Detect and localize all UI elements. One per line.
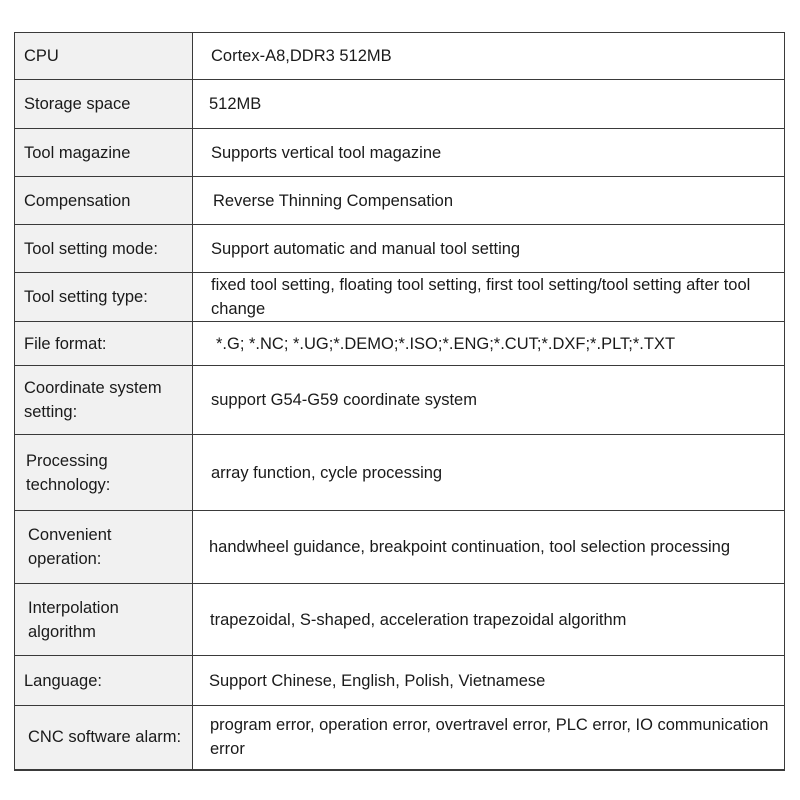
- spec-value: trapezoidal, S-shaped, acceleration trapezoidal algorithm: [210, 610, 627, 629]
- spec-label-cell: [15, 322, 193, 366]
- spec-label-cell: [15, 366, 193, 435]
- table-row: [15, 129, 785, 177]
- spec-label: Tool setting type:: [24, 288, 148, 306]
- spec-value-cell: [193, 273, 785, 322]
- spec-label-cell: [15, 656, 193, 706]
- spec-label-cell: [15, 435, 193, 511]
- spec-value: Reverse Thinning Compensation: [213, 191, 453, 210]
- spec-label: Language:: [24, 671, 102, 690]
- spec-label: Coordinate system setting:: [24, 379, 162, 421]
- spec-value: array function, cycle processing: [211, 463, 443, 482]
- spec-value-cell: [193, 656, 785, 706]
- table-row: [15, 225, 785, 273]
- spec-label: CPU: [24, 47, 59, 65]
- spec-value-cell: [193, 322, 785, 366]
- spec-label: File format:: [24, 334, 107, 353]
- spec-value: handwheel guidance, breakpoint continuation, tool selection processing: [209, 538, 731, 556]
- spec-value-cell: [193, 177, 785, 225]
- spec-label: Compensation: [24, 191, 131, 210]
- spec-label: CNC software alarm:: [28, 728, 182, 747]
- spec-label-cell: [15, 225, 193, 273]
- spec-value: Cortex-A8,DDR3 512MB: [211, 47, 392, 65]
- spec-value-cell: [193, 33, 785, 80]
- spec-value: 512MB: [209, 95, 262, 113]
- spec-label-cell: [15, 706, 193, 770]
- table-row: [15, 177, 785, 225]
- spec-label: Tool magazine: [24, 143, 131, 162]
- spec-value-cell: [193, 225, 785, 273]
- spec-label-cell: [15, 511, 193, 584]
- table-row: [15, 273, 785, 322]
- table-row: [15, 366, 785, 435]
- spec-label-cell: [15, 129, 193, 177]
- spec-value: fixed tool setting, floating tool setting, first tool setting/tool setting after tool change: [211, 276, 751, 318]
- spec-value-cell: [193, 80, 785, 129]
- spec-value-cell: [193, 706, 785, 770]
- spec-value: support G54-G59 coordinate system: [211, 391, 477, 409]
- spec-label: Interpolation algorithm: [28, 598, 119, 641]
- spec-value-cell: [193, 129, 785, 177]
- spec-value: Support Chinese, English, Polish, Vietnamese: [209, 671, 546, 690]
- spec-value-cell: [193, 435, 785, 511]
- spec-label: Processing technology:: [26, 451, 111, 494]
- table-row: [15, 33, 785, 80]
- spec-label-cell: [15, 584, 193, 656]
- spec-label: Storage space: [24, 95, 131, 113]
- table-row: [15, 80, 785, 129]
- spec-label: Convenient operation:: [28, 526, 112, 568]
- spec-value-cell: [193, 511, 785, 584]
- table-row: [15, 322, 785, 366]
- spec-label-cell: [15, 80, 193, 129]
- table-row: [15, 706, 785, 770]
- spec-label-cell: [15, 273, 193, 322]
- spec-value: Support automatic and manual tool setting: [211, 239, 521, 258]
- spec-value: program error, operation error, overtravel error, PLC error, IO communication error: [210, 716, 769, 759]
- table-row: [15, 656, 785, 706]
- spec-value: *.G; *.NC; *.UG;*.DEMO;*.ISO;*.ENG;*.CUT;*.DXF;*.PLT;*.TXT: [216, 334, 676, 353]
- table-row: [15, 584, 785, 656]
- spec-table: [14, 32, 785, 771]
- spec-label-cell: [15, 177, 193, 225]
- spec-value-cell: [193, 366, 785, 435]
- spec-value-cell: [193, 584, 785, 656]
- table-row: [15, 435, 785, 511]
- spec-label-cell: [15, 33, 193, 80]
- spec-label: Tool setting mode:: [24, 239, 158, 258]
- table-row: [15, 511, 785, 584]
- spec-value: Supports vertical tool magazine: [211, 143, 442, 162]
